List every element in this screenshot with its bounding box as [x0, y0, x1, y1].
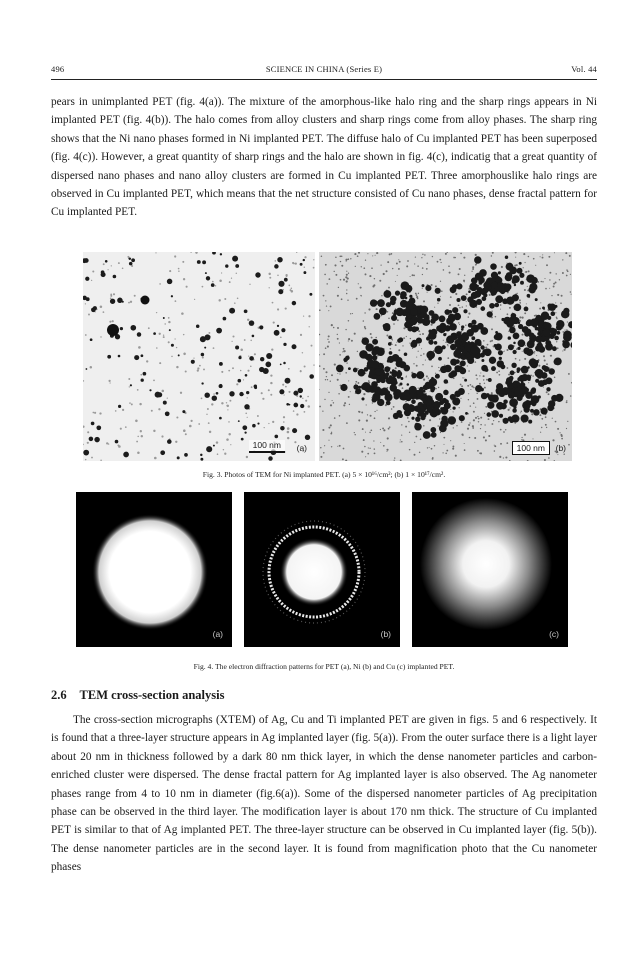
fig3a-label: (a) [296, 443, 307, 453]
fig4c-label: (c) [549, 629, 559, 639]
diffraction-pattern-c [412, 492, 568, 647]
fig3b-label: (b) [555, 443, 566, 453]
header-rule [51, 79, 597, 80]
paragraph-xtem: The cross-section micrographs (XTEM) of Ag, Cu and Ti implanted PET are given in figs. 5 and 6 respectively. It is found that a three-layer structure appears in Ag implanted layer (fig. 5(a)). From the outer surface there is a light layer about 20 nm in thickness followed by a dark 80 nm thick layer, in which the dense nanometer particles and carbon-enriched cluster were dispersed. The dense fractal pattern for Ag implanted layer is also observed. The Ag nanometer phases range from 4 to 10 nm in diameter (fig.6(a)). Some of the dispersed nanometer particles of Ag precipitation phase can be observed in the third layer. The modification layer is about 170 nm thick. The structure of Cu implanted PET is similar to that of Ag implanted PET. The three-layer structure can be observed in Cu implanted layer (fig. 5(b)). The dense nanometer particles are in the second layer. It is found from magnification photo that the Cu nanometer phases [51, 714, 597, 874]
fig3-caption: Fig. 3. Photos of TEM for Ni implanted PET. (a) 5 × 10¹⁶/cm²; (b) 1 × 10¹⁷/cm². [202, 470, 446, 479]
fig4-caption: Fig. 4. The electron diffraction patterns for PET (a), Ni (b) and Cu (c) implanted PET. [193, 662, 455, 671]
fig4-panel-c-diffraction [412, 492, 568, 647]
fig4b-label: (b) [380, 629, 391, 639]
fig3b-scale-bar: 100 nm [512, 441, 550, 455]
diffraction-pattern-b [244, 492, 400, 647]
volume-label: Vol. 44 [571, 64, 597, 74]
fig3a-scale-bar: 100 nm [249, 440, 285, 453]
section-title: TEM cross-section analysis [79, 688, 225, 702]
fig4a-label: (a) [212, 629, 223, 639]
journal-title: SCIENCE IN CHINA (Series E) [265, 64, 383, 74]
fig4-panel-a-diffraction [76, 492, 232, 647]
section-number: 2.6 [51, 688, 67, 702]
fig3-panel-a-micrograph [83, 252, 315, 461]
figure-3 [83, 252, 572, 461]
running-header [51, 64, 597, 78]
fig3-panel-b-micrograph [319, 252, 572, 461]
fig3a-particles-image [83, 252, 315, 461]
fig4-panel-b-diffraction [244, 492, 400, 647]
paragraph-intro: pears in unimplanted PET (fig. 4(a)). The mixture of the amorphous-like halo ring and the sharp rings appears in Ni implanted PET (fig. 4(b)). The halo comes from alloy clusters and sharp rings come from alloy phases. The sharp ring shows that the Ni nano phases formed in Ni implanted PET. The diffuse halo of Cu implanted PET has been superposed (fig. 4(c)). However, a great quantity of sharp rings and the halo are shown in fig. 4(c), indicatig that a great quantity of dispersed nano phases and nano alloy clusters are formed in Cu implanted PET. Three amorphouslike halo rings are observed in Cu implanted PET, which means that the net structure consisted of Cu nano phases, dense fractal pattern for Cu implanted PET. [51, 96, 597, 219]
section-heading [51, 688, 224, 703]
diffraction-pattern-a [76, 492, 232, 647]
fig3b-clusters-image [319, 252, 572, 461]
page-number: 496 [51, 64, 65, 74]
